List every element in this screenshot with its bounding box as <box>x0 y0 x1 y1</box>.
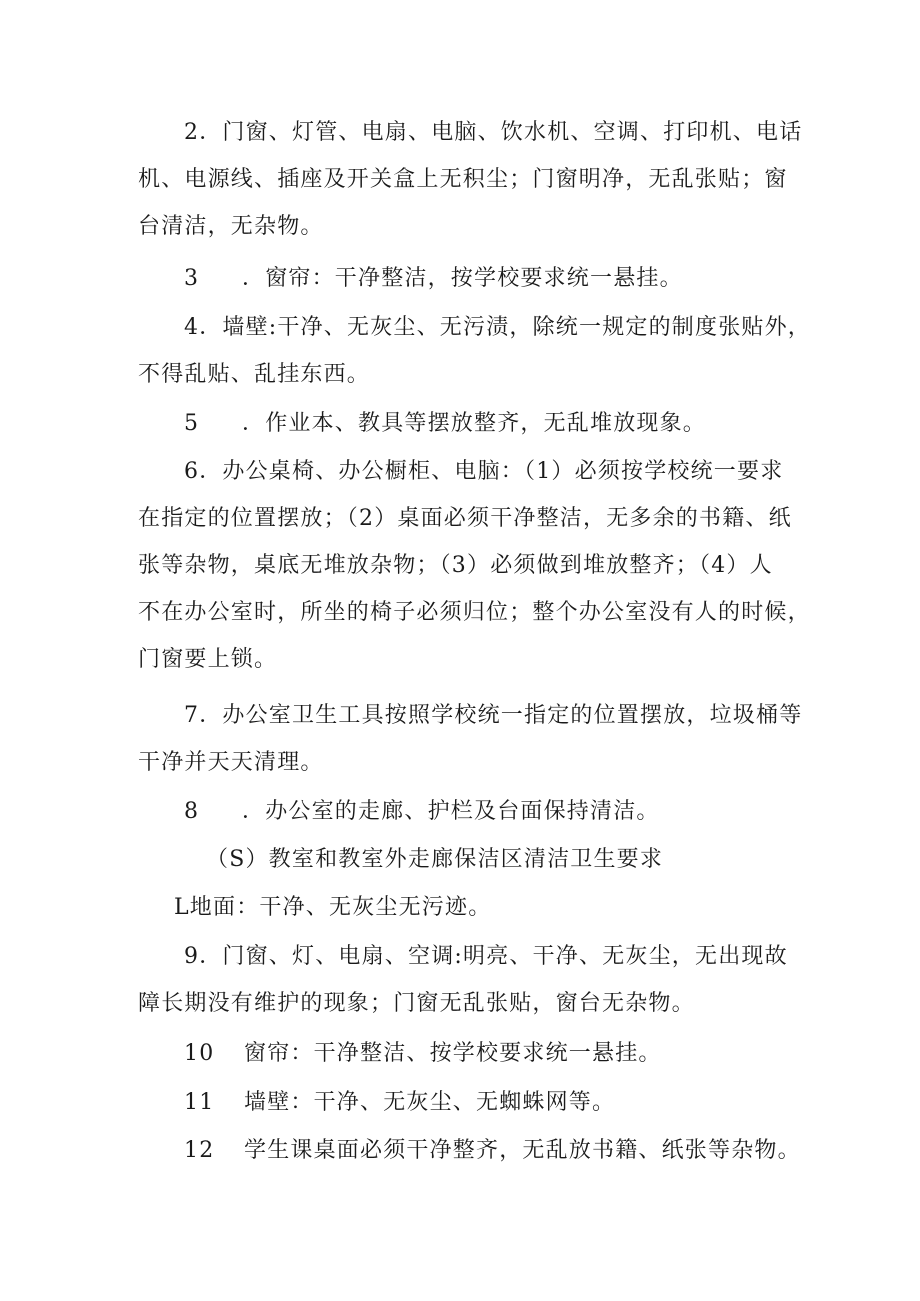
text-line <box>138 1030 798 1077</box>
section-heading: （S）教室和教室外走廊保洁区清洁卫生要求 <box>206 847 664 872</box>
item-number: 11 <box>184 1090 215 1115</box>
paragraph-item-l <box>138 884 798 931</box>
item-text: 学生课桌面必须干净整齐，无乱放书籍、纸张等杂物。 <box>244 1138 801 1163</box>
item-text: 墙壁：干净、无灰尘、无蜘蛛网等。 <box>244 1090 616 1115</box>
text-line: 在指定的位置摆放；（2）桌面必须干净整洁，无多余的书籍、纸 <box>138 506 792 531</box>
item-number: 3 <box>184 266 200 291</box>
text-line <box>138 788 798 835</box>
text-line: 门窗要上锁。 <box>138 647 278 672</box>
text-line <box>138 400 798 447</box>
paragraph-item-7 <box>138 692 803 786</box>
paragraph-item-8 <box>138 788 798 835</box>
text-line: 台清洁，无杂物。 <box>138 214 324 239</box>
text-line <box>138 1079 798 1126</box>
text-line: 机、电源线、插座及开关盒上无积尘；门窗明净，无乱张贴；窗 <box>138 167 788 192</box>
paragraph-item-10 <box>138 1030 798 1077</box>
paragraph-item-4 <box>138 304 812 398</box>
paragraph-item-12 <box>138 1127 801 1174</box>
text-line: 不在办公室时，所坐的椅子必须归位；整个办公室没有人的时候， <box>138 600 811 625</box>
paragraph-item-6 <box>138 448 811 683</box>
text-line: 6．办公桌椅、办公橱柜、电脑：（1）必须按学校统一要求 <box>184 459 784 484</box>
paragraph-item-2 <box>138 109 803 250</box>
item-text: ．作业本、教具等摆放整齐，无乱堆放现象。 <box>242 411 707 436</box>
item-text: ．窗帘：干净整洁，按学校要求统一悬挂。 <box>242 266 683 291</box>
text-line: 障长期没有维护的现象；门窗无乱张贴，窗台无杂物。 <box>138 991 695 1016</box>
text-line: 2．门窗、灯管、电扇、电脑、饮水机、空调、打印机、电话 <box>184 120 803 145</box>
text-line: L地面：干净、无灰尘无污迹。 <box>174 895 492 920</box>
text-line <box>138 1127 801 1174</box>
paragraph-item-11 <box>138 1079 798 1126</box>
text-line: 9．门窗、灯、电扇、空调:明亮、干净、无灰尘，无出现故 <box>184 944 788 969</box>
item-text: 窗帘：干净整洁、按学校要求统一悬挂。 <box>244 1041 662 1066</box>
text-line: 4．墙壁:干净、无灰尘、无污渍，除统一规定的制度张贴外， <box>184 315 812 340</box>
paragraph-item-5 <box>138 400 798 447</box>
item-number: 10 <box>184 1041 215 1066</box>
paragraph-item-9 <box>138 933 798 1027</box>
item-number: 12 <box>184 1138 215 1163</box>
item-number: 8 <box>184 799 200 824</box>
item-text: ．办公室的走廊、护栏及台面保持清洁。 <box>242 799 660 824</box>
text-line: 7．办公室卫生工具按照学校统一指定的位置摆放，垃圾桶等 <box>184 703 803 728</box>
text-line: 干净并天天清理。 <box>138 750 324 775</box>
text-line: 不得乱贴、乱挂东西。 <box>138 362 371 387</box>
text-line <box>138 255 798 302</box>
paragraph-item-3 <box>138 255 798 302</box>
item-number: 5 <box>184 411 200 436</box>
text-line: 张等杂物，桌底无堆放杂物；（3）必须做到堆放整齐；（4）人 <box>138 553 773 578</box>
